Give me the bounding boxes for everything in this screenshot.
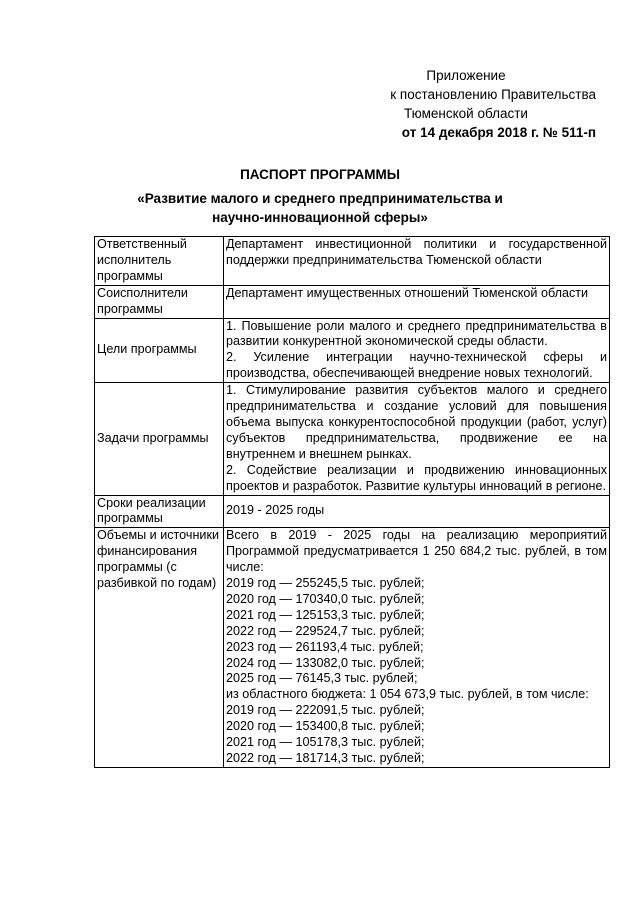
funding-year-line: 2019 год — 222091,5 тыс. рублей; xyxy=(226,703,425,718)
funding-year-line: 2021 год — 125153,3 тыс. рублей; xyxy=(226,607,425,622)
funding-year-line: 2024 год — 133082,0 тыс. рублей; xyxy=(226,655,425,670)
passport-table xyxy=(94,236,610,768)
row-value-tasks xyxy=(224,383,610,495)
row-value-timeline xyxy=(224,495,610,528)
value-paragraph: 2. Усиление интеграции научно-технической сферы и производства, обеспечивающей внедрение новых технологий. xyxy=(226,350,607,381)
passport-title xyxy=(0,165,640,227)
passport-heading: ПАСПОРТ ПРОГРАММЫ xyxy=(240,167,400,182)
funding-year-line: 2019 год — 255245,5 тыс. рублей; xyxy=(226,576,425,591)
value-paragraph: Департамент инвестиционной политики и государственной поддержки предпринимательства Тюменской области xyxy=(226,237,607,267)
row-value-responsible xyxy=(224,237,610,286)
value-paragraph: 2019 - 2025 годы xyxy=(226,503,325,518)
funding-intro: Всего в 2019 - 2025 годы на реализацию мероприятий Программой предусматривается 1 250 684,2 тыс. рублей, в том числе: xyxy=(226,528,607,575)
row-label-tasks: Задачи программы xyxy=(95,383,224,495)
value-paragraph: 1. Стимулирование развития субъектов малого и среднего предпринимательства и создание условий для повышения объема выпуска конкурентоспособной продукции (работ, услуг) субъектов предпринимательства, продвижение ее на внутреннем и внешнем рынках. xyxy=(226,383,607,461)
table-row xyxy=(95,528,610,768)
value-paragraph: 2. Содействие реализации и продвижению инновационных проектов и разработок. Развитие культуры инноваций в регионе. xyxy=(226,462,607,493)
funding-year-line: 2022 год — 229524,7 тыс. рублей; xyxy=(226,623,425,638)
table-row xyxy=(95,495,610,528)
appendix-date-number: от 14 декабря 2018 г. № 511-п xyxy=(401,125,596,140)
row-label-responsible: Ответственный исполнитель программы xyxy=(95,237,224,286)
row-label-timeline: Сроки реализации программы xyxy=(95,495,224,528)
table-row xyxy=(95,285,610,318)
row-label-coexecutors: Соисполнители программы xyxy=(95,285,224,318)
row-value-goals xyxy=(224,318,610,383)
funding-year-line: 2022 год — 181714,3 тыс. рублей; xyxy=(226,751,425,765)
row-value-coexecutors xyxy=(224,285,610,318)
value-paragraph: Департамент имущественных отношений Тюменской области xyxy=(226,285,589,300)
row-value-funding xyxy=(224,528,610,768)
table-row xyxy=(95,383,610,495)
row-label-funding: Объемы и источники финансирования программы (с разбивкой по годам) xyxy=(95,528,224,768)
funding-year-line: 2020 год — 170340,0 тыс. рублей; xyxy=(226,591,425,606)
row-label-goals: Цели программы xyxy=(95,318,224,383)
appendix-decree-ref: к постановлению Правительства xyxy=(390,87,596,102)
table-row xyxy=(95,318,610,383)
program-name-line-1: «Развитие малого и среднего предпринимательства и xyxy=(137,191,503,206)
program-name-line-2: научно-инновационной сферы» xyxy=(212,210,428,225)
value-paragraph: 1. Повышение роли малого и среднего предпринимательства в развитии конкурентной экономической среды области. xyxy=(226,318,607,349)
appendix-label: Приложение xyxy=(426,68,506,83)
funding-year-line: 2023 год — 261193,4 тыс. рублей; xyxy=(226,639,424,654)
funding-regional-budget: из областного бюджета: 1 054 673,9 тыс. рублей, в том числе: xyxy=(226,687,589,702)
funding-year-line: 2020 год — 153400,8 тыс. рублей; xyxy=(226,719,425,734)
appendix-region: Тюменской области xyxy=(404,106,528,121)
table-row xyxy=(95,237,610,286)
funding-year-line: 2025 год — 76145,3 тыс. рублей; xyxy=(226,671,418,686)
appendix-block xyxy=(336,66,596,142)
funding-year-line: 2021 год — 105178,3 тыс. рублей; xyxy=(226,735,425,750)
